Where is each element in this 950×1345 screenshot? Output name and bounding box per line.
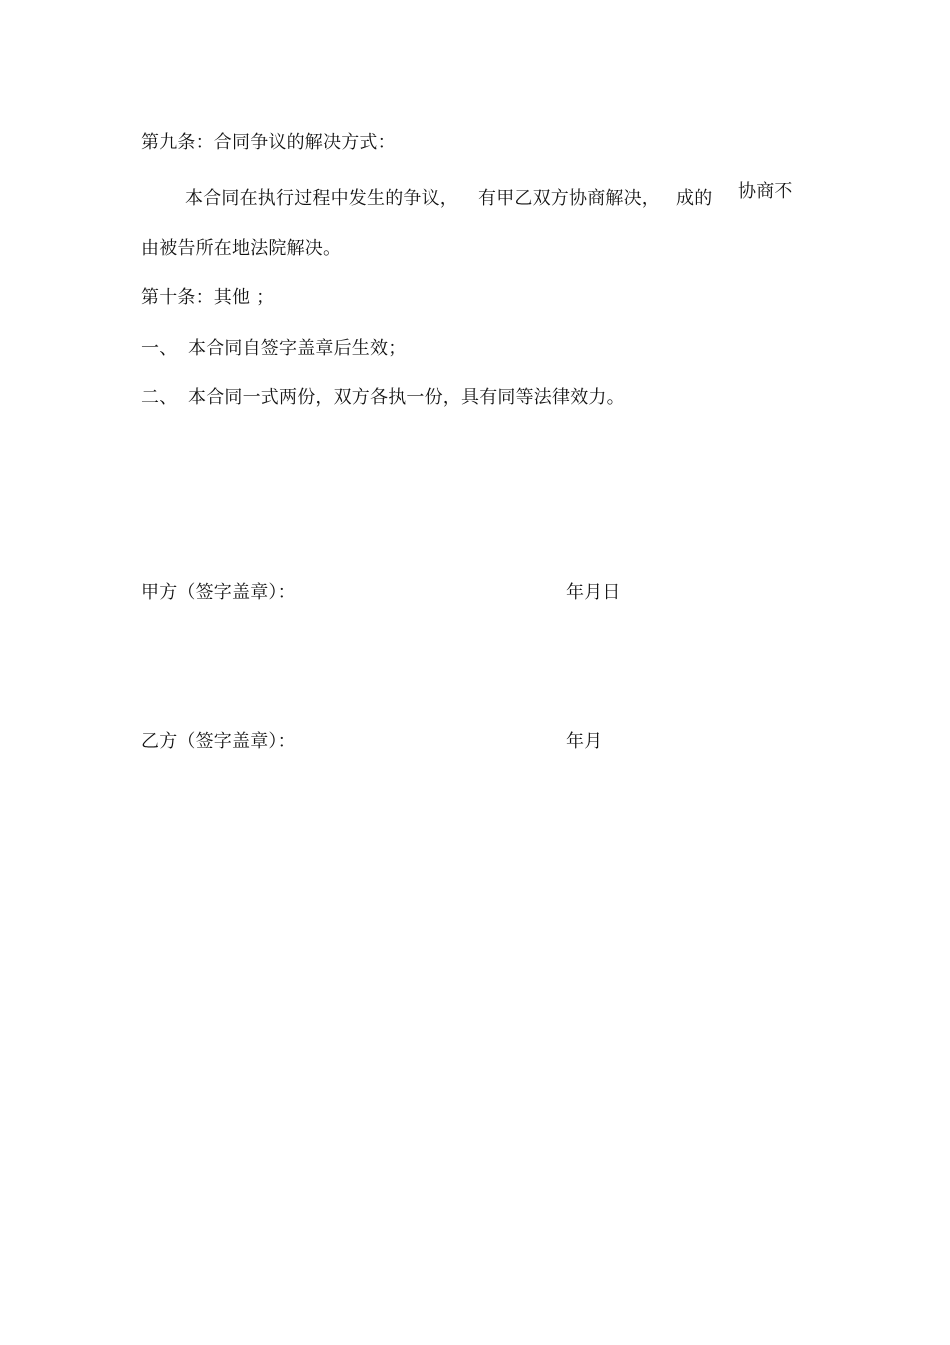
party-a-signature-label: 甲方（签字盖章）： <box>141 582 296 603</box>
article-10-item-1-text: 本合同自签字盖章后生效； <box>188 338 407 359</box>
party-b-signature-label: 乙方（签字盖章）： <box>141 731 296 752</box>
article-9-body-part-2: 有甲乙双方协商解决， <box>478 188 660 209</box>
article-9-body-part-3: 成的 <box>676 188 713 209</box>
article-9-heading: 第九条：合同争议的解决方式： <box>141 132 396 153</box>
article-9-body-line-2: 由被告所在地法院解决。 <box>141 238 342 259</box>
article-9-body-float: 协商不 <box>738 181 793 202</box>
article-10-item-1-marker: 一、 <box>141 338 178 359</box>
article-10-heading: 第十条：其他 ； <box>141 287 275 308</box>
party-a-date: 年月日 <box>566 582 621 603</box>
article-9-body-part-1: 本合同在执行过程中发生的争议， <box>185 188 458 209</box>
article-10-item-2-marker: 二、 <box>141 387 178 408</box>
party-b-date: 年月 <box>566 731 603 752</box>
article-10-item-2-text: 本合同一式两份，双方各执一份，具有同等法律效力。 <box>188 387 625 408</box>
